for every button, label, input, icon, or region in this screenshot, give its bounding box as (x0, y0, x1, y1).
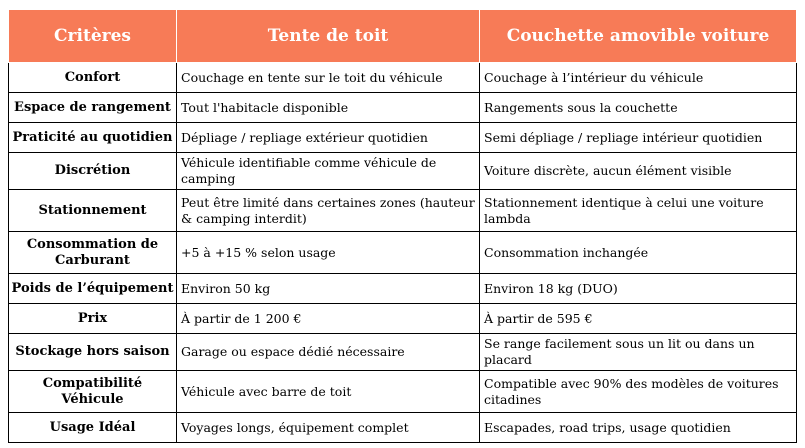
table-row (9, 274, 797, 304)
couchette-cell: Se range facilement sous un lit ou dans un placard (480, 334, 797, 371)
table-row (9, 190, 797, 232)
tente-cell: Véhicule identifiable comme véhicule de camping (177, 153, 480, 190)
criterion-cell: Prix (9, 304, 177, 334)
comparison-table (8, 9, 797, 443)
table-row (9, 153, 797, 190)
couchette-cell: Compatible avec 90% des modèles de voitures citadines (480, 371, 797, 413)
couchette-cell: Voiture discrète, aucun élément visible (480, 153, 797, 190)
tente-cell: Environ 50 kg (177, 274, 480, 304)
table-row (9, 304, 797, 334)
couchette-cell: Rangements sous la couchette (480, 93, 797, 123)
tente-cell: Voyages longs, équipement complet (177, 413, 480, 443)
criterion-cell: Discrétion (9, 153, 177, 190)
tente-cell: +5 à +15 % selon usage (177, 232, 480, 274)
criterion-cell: Usage Idéal (9, 413, 177, 443)
table-row (9, 413, 797, 443)
couchette-cell: Escapades, road trips, usage quotidien (480, 413, 797, 443)
header-couchette-amovible: Couchette amovible voiture (480, 10, 797, 63)
criterion-cell: Stockage hors saison (9, 334, 177, 371)
criterion-cell: Stationnement (9, 190, 177, 232)
criterion-cell: Confort (9, 63, 177, 93)
couchette-cell: Couchage à l’intérieur du véhicule (480, 63, 797, 93)
tente-cell: Couchage en tente sur le toit du véhicule (177, 63, 480, 93)
tente-cell: Dépliage / repliage extérieur quotidien (177, 123, 480, 153)
couchette-cell: À partir de 595 € (480, 304, 797, 334)
tente-cell: Véhicule avec barre de toit (177, 371, 480, 413)
table-row (9, 371, 797, 413)
table-header-row (9, 10, 797, 63)
criterion-cell: Compatibilité Véhicule (9, 371, 177, 413)
couchette-cell: Consommation inchangée (480, 232, 797, 274)
table-row (9, 123, 797, 153)
criterion-cell: Consommation de Carburant (9, 232, 177, 274)
header-criteres: Critères (9, 10, 177, 63)
tente-cell: À partir de 1 200 € (177, 304, 480, 334)
criterion-cell: Poids de l’équipement (9, 274, 177, 304)
couchette-cell: Environ 18 kg (DUO) (480, 274, 797, 304)
couchette-cell: Semi dépliage / repliage intérieur quotidien (480, 123, 797, 153)
header-tente-de-toit: Tente de toit (177, 10, 480, 63)
tente-cell: Garage ou espace dédié nécessaire (177, 334, 480, 371)
couchette-cell: Stationnement identique à celui une voiture lambda (480, 190, 797, 232)
table-row (9, 334, 797, 371)
table-row (9, 232, 797, 274)
criterion-cell: Espace de rangement (9, 93, 177, 123)
comparison-table-container (8, 9, 796, 443)
table-row (9, 93, 797, 123)
tente-cell: Tout l'habitacle disponible (177, 93, 480, 123)
criterion-cell: Praticité au quotidien (9, 123, 177, 153)
table-row (9, 63, 797, 93)
tente-cell: Peut être limité dans certaines zones (hauteur & camping interdit) (177, 190, 480, 232)
